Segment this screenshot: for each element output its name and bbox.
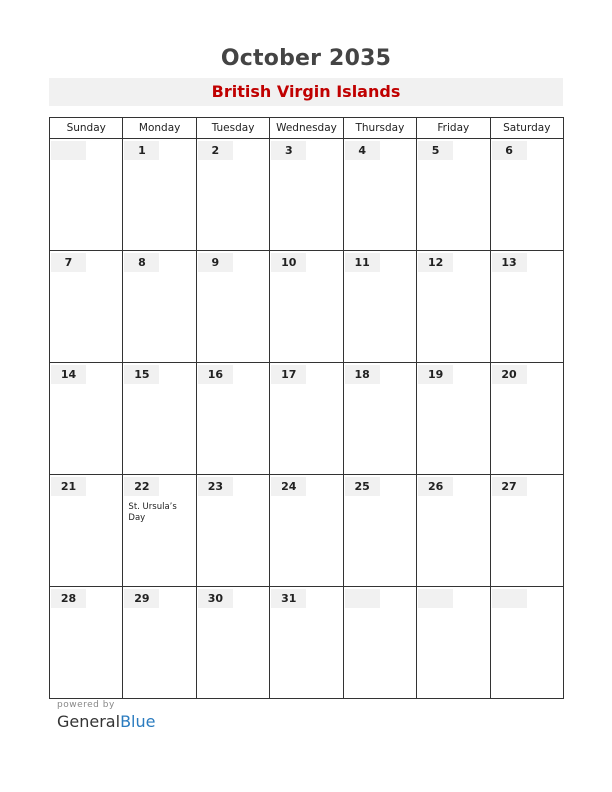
day-number: 16 bbox=[198, 365, 233, 384]
day-number bbox=[418, 589, 453, 608]
day-number: 21 bbox=[51, 477, 86, 496]
brand-general: General bbox=[57, 712, 121, 731]
day-cell bbox=[50, 139, 123, 251]
day-cell bbox=[490, 587, 563, 699]
day-number: 6 bbox=[492, 141, 527, 160]
day-number bbox=[492, 589, 527, 608]
day-cell bbox=[50, 475, 123, 587]
day-number bbox=[345, 589, 380, 608]
day-cell bbox=[50, 587, 123, 699]
day-number: 31 bbox=[271, 589, 306, 608]
day-cell bbox=[50, 251, 123, 363]
country-name: British Virgin Islands bbox=[211, 82, 401, 101]
day-cell bbox=[270, 251, 343, 363]
day-cell bbox=[123, 587, 196, 699]
day-cell bbox=[196, 139, 269, 251]
day-cell bbox=[123, 251, 196, 363]
day-number: 4 bbox=[345, 141, 380, 160]
page-title: October 2035 bbox=[220, 46, 392, 71]
week-row bbox=[50, 587, 564, 699]
day-cell bbox=[490, 363, 563, 475]
day-number: 26 bbox=[418, 477, 453, 496]
weekday-header: Friday bbox=[417, 118, 490, 139]
day-cell bbox=[123, 475, 196, 587]
holiday-label: St. Ursula’s Day bbox=[128, 502, 177, 523]
day-number: 12 bbox=[418, 253, 453, 272]
day-number: 5 bbox=[418, 141, 453, 160]
day-number: 30 bbox=[198, 589, 233, 608]
day-cell bbox=[123, 363, 196, 475]
day-cell bbox=[417, 587, 490, 699]
day-number bbox=[51, 141, 86, 160]
day-number: 22 bbox=[124, 477, 159, 496]
day-number: 15 bbox=[124, 365, 159, 384]
country-banner bbox=[49, 78, 563, 106]
day-cell bbox=[343, 251, 416, 363]
day-cell bbox=[196, 475, 269, 587]
day-cell bbox=[417, 139, 490, 251]
day-cell bbox=[50, 363, 123, 475]
day-number: 20 bbox=[492, 365, 527, 384]
weekday-header: Monday bbox=[123, 118, 196, 139]
footer bbox=[57, 700, 155, 731]
day-number: 1 bbox=[124, 141, 159, 160]
powered-by-text: powered by bbox=[57, 700, 115, 710]
day-cell bbox=[270, 475, 343, 587]
day-cell bbox=[270, 587, 343, 699]
day-number: 11 bbox=[345, 253, 380, 272]
day-cell bbox=[343, 475, 416, 587]
day-cell bbox=[490, 251, 563, 363]
week-row bbox=[50, 363, 564, 475]
day-number: 2 bbox=[198, 141, 233, 160]
day-cell bbox=[343, 587, 416, 699]
week-row bbox=[50, 139, 564, 251]
weekday-header: Wednesday bbox=[270, 118, 343, 139]
day-number: 8 bbox=[124, 253, 159, 272]
day-number: 29 bbox=[124, 589, 159, 608]
day-cell bbox=[343, 139, 416, 251]
weekday-header: Thursday bbox=[343, 118, 416, 139]
day-number: 23 bbox=[198, 477, 233, 496]
weekday-header: Sunday bbox=[50, 118, 123, 139]
week-row bbox=[50, 475, 564, 587]
weekday-header: Saturday bbox=[490, 118, 563, 139]
brand-blue: Blue bbox=[120, 712, 156, 731]
weekday-header-row bbox=[50, 118, 564, 139]
day-cell bbox=[490, 475, 563, 587]
day-cell bbox=[417, 363, 490, 475]
day-cell bbox=[123, 139, 196, 251]
day-cell bbox=[343, 363, 416, 475]
day-number: 10 bbox=[271, 253, 306, 272]
calendar-grid bbox=[49, 117, 564, 699]
day-cell bbox=[196, 363, 269, 475]
day-cell bbox=[417, 251, 490, 363]
day-number: 19 bbox=[418, 365, 453, 384]
day-number: 13 bbox=[492, 253, 527, 272]
day-cell bbox=[196, 251, 269, 363]
day-number: 3 bbox=[271, 141, 306, 160]
day-number: 14 bbox=[51, 365, 86, 384]
day-number: 24 bbox=[271, 477, 306, 496]
day-cell bbox=[270, 363, 343, 475]
day-number: 27 bbox=[492, 477, 527, 496]
day-cell bbox=[417, 475, 490, 587]
week-row bbox=[50, 251, 564, 363]
day-number: 17 bbox=[271, 365, 306, 384]
day-number: 9 bbox=[198, 253, 233, 272]
day-number: 18 bbox=[345, 365, 380, 384]
day-number: 28 bbox=[51, 589, 86, 608]
day-number: 25 bbox=[345, 477, 380, 496]
day-cell bbox=[270, 139, 343, 251]
day-cell bbox=[490, 139, 563, 251]
day-cell bbox=[196, 587, 269, 699]
day-number: 7 bbox=[51, 253, 86, 272]
weekday-header: Tuesday bbox=[196, 118, 269, 139]
brand-logo[interactable] bbox=[57, 712, 155, 731]
